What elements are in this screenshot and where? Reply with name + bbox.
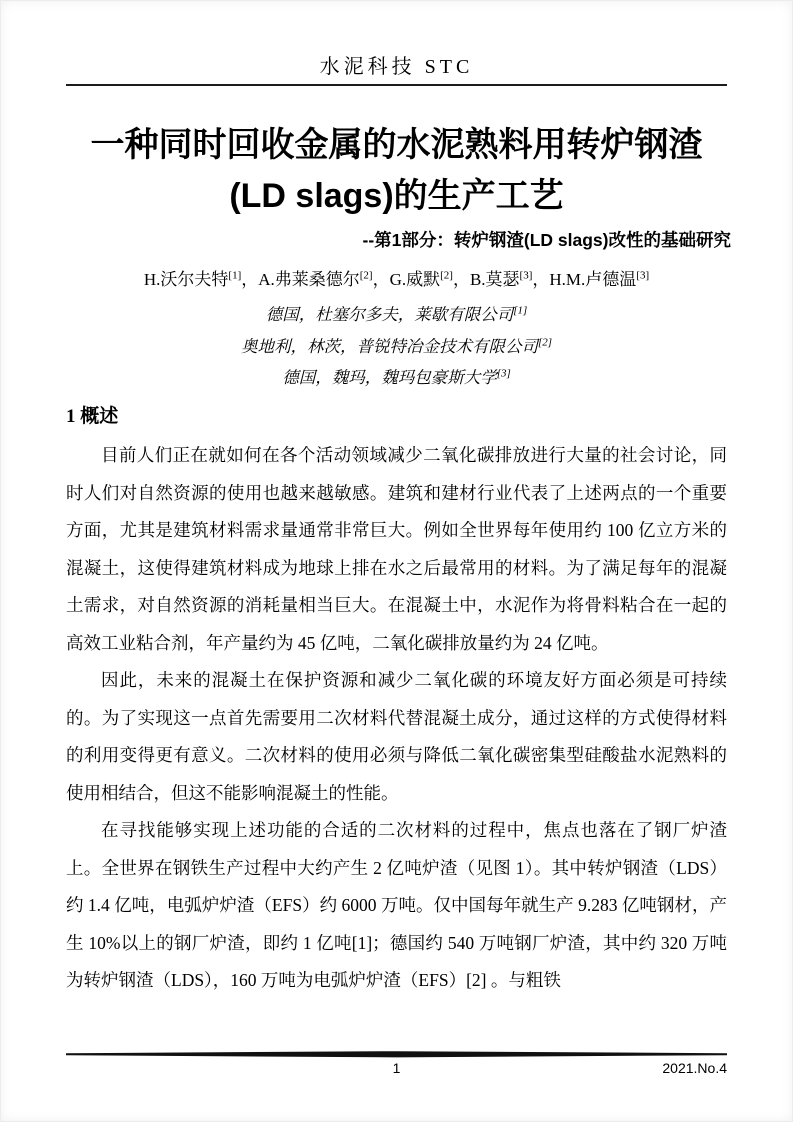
author-affiliation-ref: [2]: [359, 269, 373, 282]
body-paragraph: 因此，未来的混凝土在保护资源和减少二氧化碳的环境友好方面必须是可持续的。为了实现这一点首先需要用二次材料代替混凝土成分，通过这样的方式使得材料的利用变得更有意义。二次材料的使用必须与降低二氧化碳密集型硅酸盐水泥熟料的使用相结合，但这不能影响混凝土的性能。: [66, 670, 727, 803]
author-name: H.M.卢德温[3]: [549, 269, 650, 289]
affiliation-ref: [2]: [537, 336, 553, 348]
affiliation-line: 德国，杜塞尔多夫，莱歇有限公司[1]: [265, 304, 528, 324]
author-name: G.威默[2]: [389, 269, 453, 289]
author-affiliation-ref: [3]: [519, 269, 533, 282]
page-number: 1: [392, 1060, 401, 1076]
section-body: [66, 437, 727, 1000]
section-heading: 1 概述: [66, 406, 119, 427]
body-paragraph: 目前人们正在就如何在各个活动领域减少二氧化碳排放进行大量的社会讨论，同时人们对自然资源的使用也越来越敏感。建筑和建材行业代表了上述两点的一个重要方面，尤其是建筑材料需求量通常非常巨大。例如全世界每年使用约 100 亿立方米的混凝土，这使得建筑材料成为地球上排在水之后最常用的材料。为了满足每年的混凝土需求，对自然资源的消耗量相当巨大。在混凝土中，水泥作为将骨料粘合在一起的高效工业粘合剂，年产量约为 45 亿吨，二氧化碳排放量约为 24 亿吨。: [66, 445, 727, 653]
affiliation-line: 德国，魏玛，魏玛包豪斯大学[3]: [282, 367, 511, 387]
issue-label: 2021.No.4: [662, 1060, 727, 1076]
affiliation-ref: [1]: [513, 304, 528, 317]
author-line: H.沃尔夫特[1]，A.弗莱桑德尔[2]，G.威默[2]，B.莫瑟[3]，H.M.卢德温[3]: [143, 269, 650, 289]
footer-divider: [66, 1051, 727, 1058]
paper-subtitle: --第1部分：转炉钢渣(LD slags)改性的基础研究: [362, 230, 731, 250]
author-affiliation-ref: [3]: [636, 269, 650, 282]
author-name: A.弗莱桑德尔[2]: [258, 269, 373, 289]
affiliation-line: 奥地利，林茨，普锐特冶金技术有限公司[2]: [240, 336, 553, 356]
affiliation-ref: [3]: [496, 367, 511, 380]
paper-title-line2: (LD slags)的生产工艺: [229, 177, 564, 215]
author-name: H.沃尔夫特[1]: [143, 269, 242, 289]
paper-title-line1: 一种同时回收金属的水泥熟料用转炉钢渣: [90, 126, 703, 164]
author-affiliation-ref: [2]: [440, 269, 453, 282]
author-affiliation-ref: [1]: [228, 269, 242, 282]
paper-title: [30, 120, 763, 222]
journal-header: 水泥科技 STC: [319, 56, 474, 78]
author-name: B.莫瑟[3]: [469, 269, 533, 289]
body-paragraph: 在寻找能够实现上述功能的合适的二次材料的过程中，焦点也落在了钢厂炉渣上。全世界在钢铁生产过程中大约产生 2 亿吨炉渣（见图 1）。其中转炉钢渣（LDS）约 1.4 亿吨，电弧炉炉渣（EFS）约 6000 万吨。仅中国每年就生产 9.283 亿吨钢材，产生 10%以上的钢厂炉渣，即约 1 亿吨[1]；德国约 540 万吨钢厂炉渣，其中约 320 万吨为转炉钢渣（LDS），160 万吨为电弧炉炉渣（EFS）[2] 。与粗铁: [66, 820, 727, 990]
header-divider: [66, 84, 727, 86]
affiliation-list: [0, 299, 793, 394]
